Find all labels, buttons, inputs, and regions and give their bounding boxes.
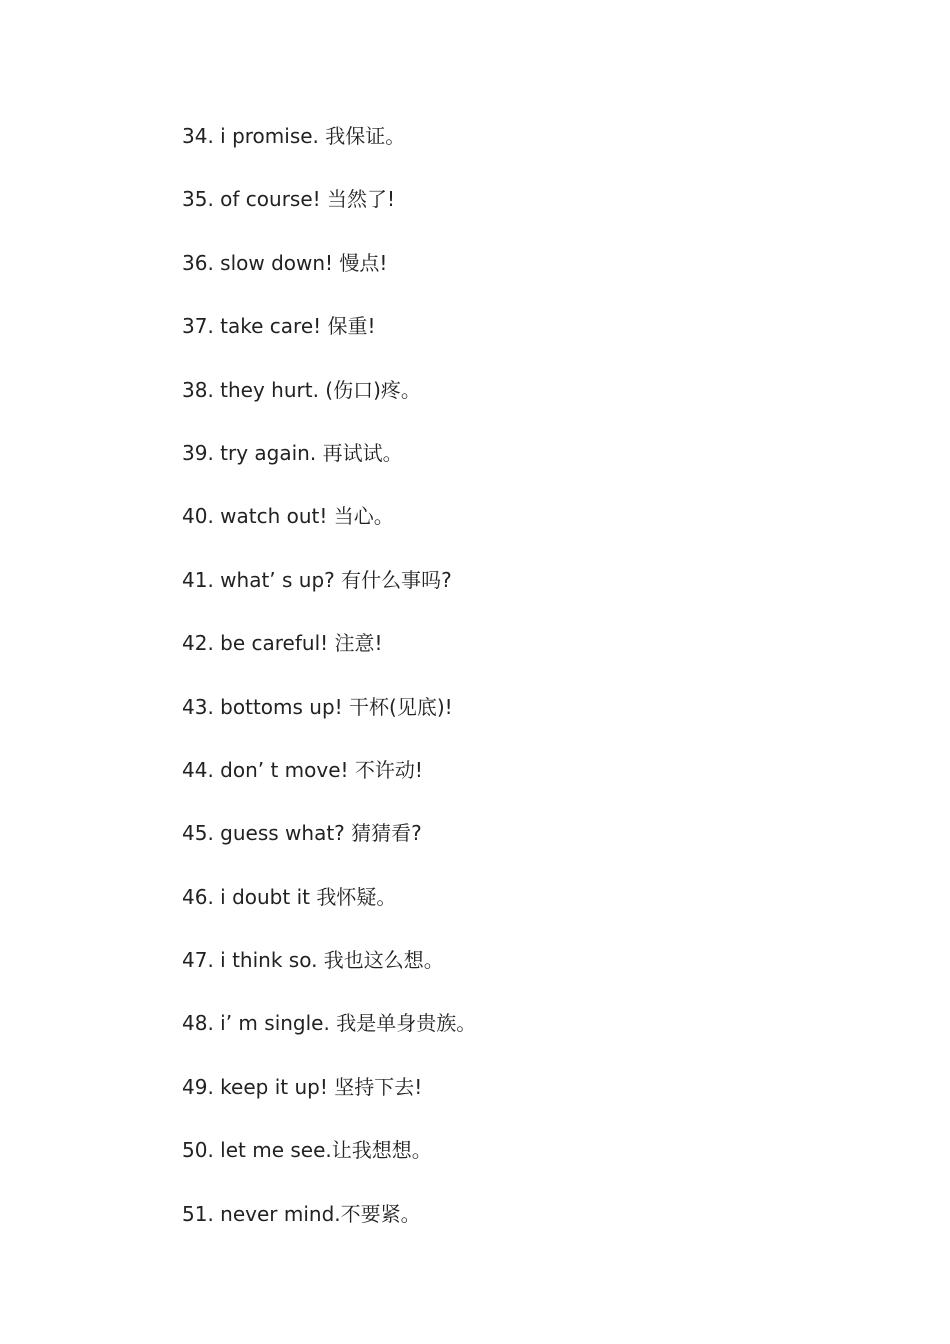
phrase-line: 40. watch out! 当心。 — [182, 504, 394, 529]
phrase-line: 39. try again. 再试试。 — [182, 440, 403, 465]
phrase-line: 45. guess what? 猜猜看? — [182, 821, 422, 846]
phrase-line: 42. be careful! 注意! — [182, 631, 383, 656]
phrase-line: 38. they hurt. (伤口)疼。 — [182, 377, 421, 402]
phrase-line: 34. i promise. 我保证。 — [182, 124, 406, 148]
phrase-line: 44. don’ t move! 不许动! — [182, 757, 423, 782]
phrase-list — [182, 119, 476, 1260]
phrase-line: 51. never mind.不要紧。 — [182, 1201, 421, 1226]
phrase-line: 49. keep it up! 坚持下去! — [182, 1074, 423, 1099]
phrase-line: 36. slow down! 慢点! — [182, 250, 388, 275]
phrase-line: 41. what’ s up? 有什么事吗? — [182, 567, 452, 592]
phrase-line: 43. bottoms up! 干杯(见底)! — [182, 694, 453, 719]
phrase-line: 47. i think so. 我也这么想。 — [182, 948, 444, 973]
phrase-line: 48. i’ m single. 我是单身贵族。 — [182, 1011, 477, 1036]
phrase-line: 46. i doubt it 我怀疑。 — [182, 884, 397, 909]
phrase-line: 37. take care! 保重! — [182, 314, 376, 339]
phrase-line: 50. let me see.让我想想。 — [182, 1138, 432, 1163]
phrase-line: 35. of course! 当然了! — [182, 187, 396, 212]
